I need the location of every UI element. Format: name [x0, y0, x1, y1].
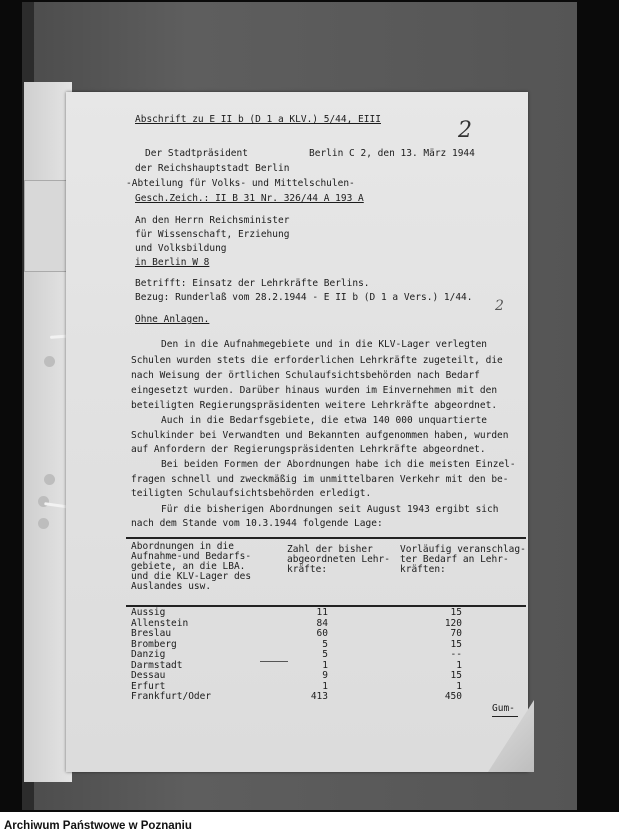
- paragraph-line: Schulen wurden stets die erforderlichen Lehrkräfte zugeteilt, die: [131, 355, 503, 366]
- table-cell-needed: 1: [456, 660, 462, 671]
- table-cell-needed: 450: [444, 691, 462, 702]
- table-cell-place: Darmstadt: [131, 660, 183, 671]
- table-top-rule: [126, 537, 526, 539]
- punch-hole: [38, 518, 49, 529]
- table-cell-needed: 70: [450, 628, 462, 639]
- header-cell: ter Bedarf an Lehr-: [400, 554, 509, 565]
- table-cell-place: Aussig: [131, 607, 166, 618]
- paragraph-line: nach Weisung der örtlichen Schulaufsichtsbehörden nach Bedarf: [131, 370, 480, 381]
- copy-reference: Abschrift zu E II b (D 1 a KLV.) 5/44, EIII: [135, 114, 381, 125]
- paragraph-line: Schulkinder bei Verwandten und Bekannten aufgenommen haben, wurden: [131, 430, 509, 441]
- reference-text: Runderlaß vom 28.2.1944 - E II b (D 1 a Vers.) 1/44.: [175, 292, 473, 303]
- place-date: Berlin C 2, den 13. März 1944: [309, 148, 475, 159]
- archive-footer: [0, 812, 619, 840]
- recipient-city: in Berlin W 8: [135, 257, 210, 268]
- header-cell: Aufnahme-und Bedarfs-: [131, 551, 252, 562]
- sender-line: der Reichshauptstadt Berlin: [135, 163, 290, 174]
- table-cell-assigned: 5: [322, 639, 328, 650]
- subject-line: [135, 279, 370, 289]
- table-cell-assigned: 84: [316, 618, 328, 629]
- table-cell-assigned: 9: [322, 670, 328, 681]
- table-cell-place: Breslau: [131, 628, 172, 639]
- table-cell-needed: 15: [450, 639, 462, 650]
- paragraph-line: [161, 416, 487, 426]
- header-cell: und die KLV-Lager des: [131, 571, 252, 582]
- margin-mark: 2: [495, 298, 504, 314]
- sender-line: Der Stadtpräsident: [145, 148, 248, 159]
- header-cell: Abordnungen in die: [131, 541, 234, 552]
- paragraph-line: Für die bisherigen Abordnungen seit August 1943 ergibt sich: [161, 504, 499, 515]
- recipient-line: An den Herrn Reichsminister: [135, 215, 290, 226]
- paragraph-line: auf Anfordern der Regierungspräsidenten Lehrkräfte abgeordnet.: [131, 444, 486, 455]
- page-number: 2: [458, 118, 472, 143]
- table-cell-assigned: 5: [322, 649, 328, 660]
- table-cell-assigned: 413: [310, 691, 328, 702]
- paragraph-line: beteiligten Regierungspräsidenten weitere Lehrkräfte abgeordnet.: [131, 400, 498, 411]
- underlined-word: unquartierte: [418, 415, 488, 426]
- paragraph-line: Den in die Aufnahmegebiete und in die KLV-Lager verlegten: [161, 339, 488, 350]
- ink-stroke: [260, 661, 288, 662]
- table-cell-needed: 15: [450, 607, 462, 618]
- paragraph-line: nach dem Stande vom 10.3.1944 folgende Lage:: [131, 518, 383, 529]
- sender-reference: Gesch.Zeich.: II B 31 Nr. 326/44 A 193 A: [135, 193, 364, 204]
- paragraph-line: eingesetzt wurden. Darüber hinaus wurden im Einvernehmen mit den: [131, 385, 498, 396]
- header-cell: kräfte:: [287, 564, 328, 575]
- table-cell-needed: 120: [444, 618, 462, 629]
- continuation-rule: [492, 716, 518, 717]
- table-cell-place: Danzig: [131, 649, 166, 660]
- paragraph-line: teiligten Schulaufsichtsbehörden erledigt.: [131, 488, 372, 499]
- table-cell-place: Erfurt: [131, 681, 166, 692]
- recipient-line: für Wissenschaft, Erziehung: [135, 229, 290, 240]
- table-cell-place: Dessau: [131, 670, 166, 681]
- paragraph-line: fragen schnell und zweckmäßig im unmittelbaren Verkehr mit den be-: [131, 474, 509, 485]
- table-cell-assigned: 1: [322, 660, 328, 671]
- table-cell-needed: 15: [450, 670, 462, 681]
- reference-line: [135, 293, 472, 303]
- table-cell-place: Allenstein: [131, 618, 189, 629]
- recipient-line: und Volksbildung: [135, 243, 227, 254]
- table-cell-needed: 1: [456, 681, 462, 692]
- table-cell-assigned: 11: [316, 607, 328, 618]
- continuation-word: Gum-: [492, 703, 515, 714]
- subject-label: Betrifft:: [135, 278, 187, 289]
- subject-text: Einsatz der Lehrkräfte Berlins.: [192, 278, 370, 289]
- header-cell: Zahl der bisher: [287, 544, 373, 555]
- reference-label: Bezug:: [135, 292, 170, 303]
- table-cell-assigned: 1: [322, 681, 328, 692]
- table-cell-needed: --: [450, 649, 462, 660]
- punch-hole: [44, 474, 55, 485]
- header-cell: kräften:: [400, 564, 446, 575]
- paragraph-text: Auch in die Bedarfsgebiete, die etwa 140 000: [161, 415, 419, 426]
- header-cell: abgeordneten Lehr-: [287, 554, 390, 565]
- header-cell: gebiete, an die LBA.: [131, 561, 246, 572]
- header-cell: Auslandes usw.: [131, 581, 212, 592]
- sender-line: -Abteilung für Volks- und Mittelschulen-: [126, 178, 355, 189]
- table-cell-assigned: 60: [316, 628, 328, 639]
- archive-name: Archiwum Państwowe w Poznaniu: [4, 820, 192, 832]
- punch-hole: [44, 356, 55, 367]
- table-cell-place: Frankfurt/Oder: [131, 691, 212, 702]
- attachments-note: Ohne Anlagen.: [135, 314, 210, 325]
- table-cell-place: Bromberg: [131, 639, 177, 650]
- paragraph-line: Bei beiden Formen der Abordnungen habe ich die meisten Einzel-: [161, 459, 516, 470]
- header-cell: Vorläufig veranschlag-: [400, 544, 526, 555]
